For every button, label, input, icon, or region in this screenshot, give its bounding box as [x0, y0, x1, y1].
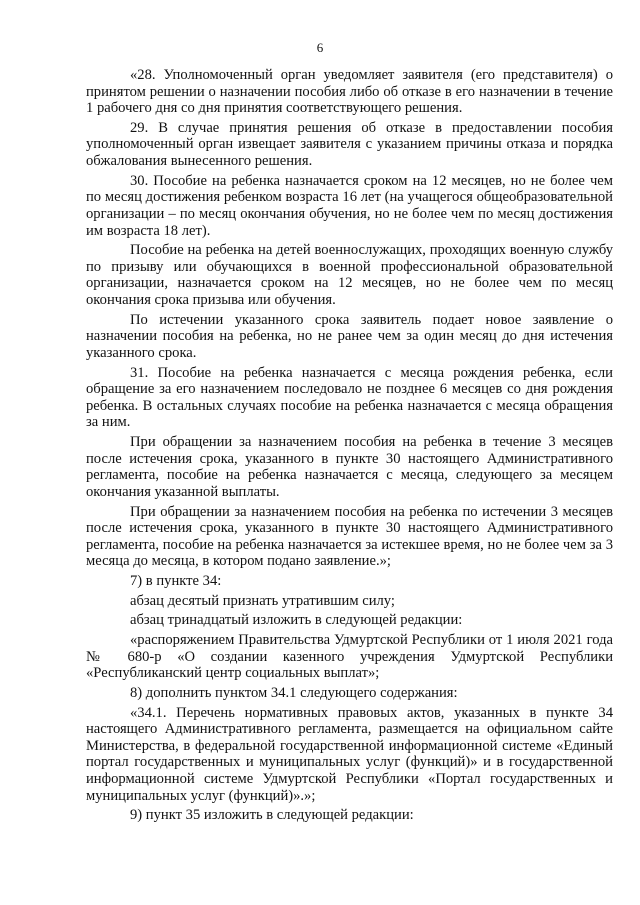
paragraph-military-children: Пособие на ребенка на детей военнослужащих, проходящих военную службу по призыву или обучающихся в военной профессиональной образовательной организации, назначается сроком на 12 месяцев, но не более чем по месяц окончания срока призыва или обучения. [86, 242, 613, 308]
paragraph-sub-7: 7) в пункте 34: [130, 572, 222, 589]
paragraph-sub-9: 9) пункт 35 изложить в следующей редакции: [130, 807, 414, 824]
paragraph-government-order: «распоряжением Правительства Удмуртской Республики от 1 июля 2021 года № 680-р «О создании казенного учреждения Удмуртской Республики «Республиканский центр социальных выплат»; [86, 632, 613, 682]
paragraph-after-3-months: При обращении за назначением пособия на ребенка по истечении 3 месяцев после истечения срока, указанного в пункте 30 настоящего Административного регламента, пособие на ребенка назначается за истекшее время, но не более чем за 3 месяца до месяца, в котором подано заявление.»; [86, 503, 613, 570]
paragraph-item-30: 30. Пособие на ребенка назначается сроком на 12 месяцев, но не более чем по месяц достижения ребенком возраста 16 лет (на учащегося общеобразовательной организации – по месяц окончания обучения, но не более чем по месяц достижения им возраста 18 лет). [86, 172, 613, 239]
paragraph-thirteenth-edit: абзац тринадцатый изложить в следующей редакции: [130, 612, 463, 629]
paragraph-item-28: «28. Уполномоченный орган уведомляет заявителя (его представителя) о принятом решении о назначении пособия либо об отказе в его назначении в течение 1 рабочего дня со дня принятия соответствующего решения. [86, 67, 613, 117]
paragraph-item-34-1: «34.1. Перечень нормативных правовых актов, указанных в пункте 34 настоящего Административного регламента, размещается на официальном сайте Министерства, в федеральной государственной информационной системе «Единый портал государственных и муниципальных услуг (функций)» и в государственной информационной системе Удмуртской Республики «Портал государственных и муниципальных услуг (функций)».»; [86, 704, 613, 804]
paragraph-sub-8: 8) дополнить пунктом 34.1 следующего содержания: [130, 684, 458, 701]
paragraph-within-3-months: При обращении за назначением пособия на ребенка в течение 3 месяцев после истечения срока, указанного в пункте 30 настоящего Административного регламента, пособие на ребенка назначается с месяца, следующего за месяцем окончания указанной выплаты. [86, 434, 613, 500]
page-number: 6 [316, 40, 324, 55]
paragraph-item-31: 31. Пособие на ребенка назначается с месяца рождения ребенка, если обращение за его назначением последовало не позднее 6 месяцев со дня рождения ребенка. В остальных случаях пособие на ребенка назначается с месяца обращения за ним. [86, 364, 613, 431]
paragraph-item-29: 29. В случае принятия решения об отказе в предоставлении пособия уполномоченный орган извещает заявителя с указанием причины отказа и порядка обжалования вынесенного решения. [86, 119, 613, 170]
paragraph-new-application: По истечении указанного срока заявитель подает новое заявление о назначении пособия на ребенка, но не ранее чем за один месяц до дня истечения указанного срока. [86, 311, 613, 361]
document-body [86, 67, 613, 827]
paragraph-tenth-void: абзац десятый признать утратившим силу; [130, 592, 395, 609]
